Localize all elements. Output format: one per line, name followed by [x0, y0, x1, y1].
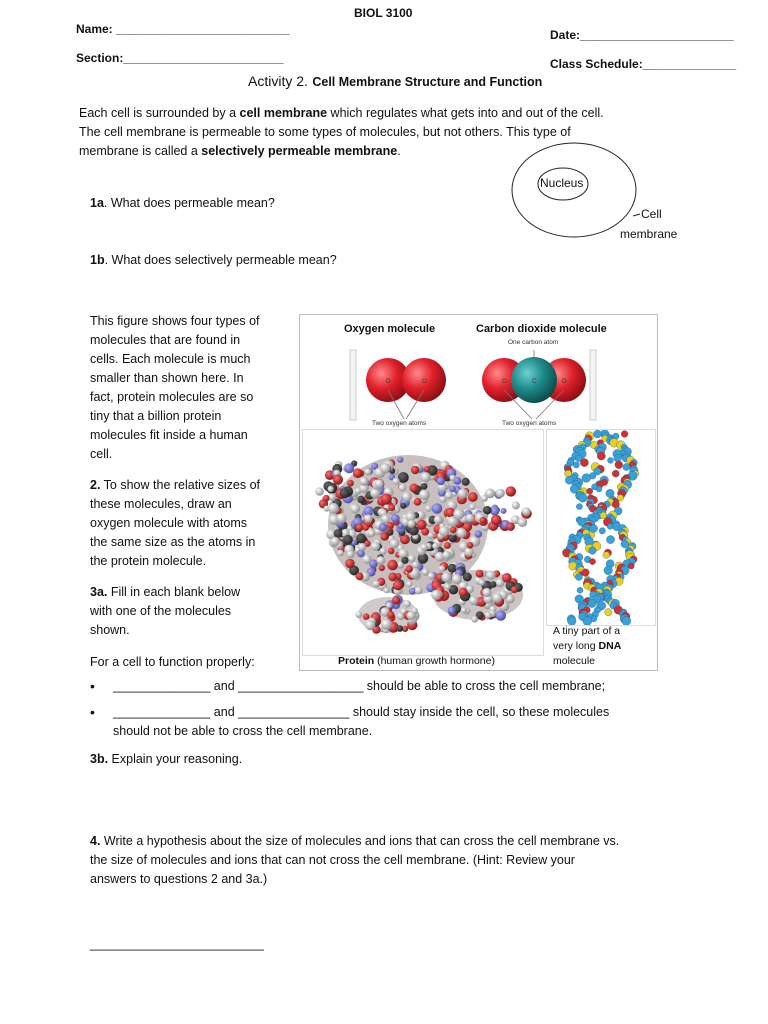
- protein-atom: [471, 616, 478, 623]
- dna-atom: [594, 430, 602, 438]
- protein-atom: [391, 514, 400, 523]
- protein-atom: [512, 501, 520, 509]
- protein-atom: [434, 515, 443, 524]
- protein-atom: [381, 514, 390, 523]
- protein-atom: [345, 559, 355, 569]
- blank-2a: ______________: [113, 705, 211, 719]
- dna-atom: [582, 569, 590, 577]
- dna-atom: [615, 461, 623, 469]
- fig-desc-line: This figure shows four types of: [90, 314, 260, 328]
- protein-atom: [414, 498, 422, 506]
- q1b-text: . What does selectively permeable mean?: [104, 253, 337, 267]
- dna-molecule-image: [547, 430, 655, 625]
- protein-atom: [397, 625, 404, 632]
- protein-atom: [373, 580, 380, 587]
- title-prefix: Activity 2.: [248, 73, 308, 89]
- protein-atom: [347, 480, 354, 487]
- fig-desc-line: cells. Each molecule is much: [90, 352, 251, 366]
- protein-atom: [466, 514, 474, 522]
- protein-atom: [380, 463, 390, 473]
- protein-atom: [365, 468, 372, 475]
- dna-atom: [608, 457, 614, 463]
- protein-atom: [439, 565, 446, 572]
- protein-atom: [464, 547, 473, 556]
- one-carbon-label: One carbon atom: [508, 339, 559, 346]
- protein-atom: [347, 550, 355, 558]
- intro-text: which regulates what gets into and out of the cell.: [327, 106, 604, 120]
- protein-atom: [392, 478, 399, 485]
- protein-atom: [461, 607, 468, 614]
- protein-atom: [371, 542, 380, 551]
- protein-atoms: [315, 457, 532, 634]
- protein-atom: [337, 513, 347, 523]
- dna-atom: [588, 599, 596, 607]
- figure-description: [90, 312, 290, 464]
- dna-caption: [553, 624, 621, 669]
- protein-atom: [412, 561, 419, 568]
- bullet-2-text: should stay inside the cell, so these molecules: [349, 705, 610, 719]
- protein-atom: [379, 565, 385, 571]
- protein-atom: [482, 588, 491, 597]
- protein-atom: [406, 565, 413, 572]
- dna-atom: [589, 547, 597, 555]
- protein-atom: [445, 584, 451, 590]
- protein-atom: [358, 543, 366, 551]
- protein-atom: [363, 524, 369, 530]
- protein-atom: [475, 530, 483, 538]
- protein-atom: [406, 581, 413, 588]
- atom-label-o: O: [562, 379, 567, 385]
- protein-atom: [467, 542, 474, 549]
- bracket-right: [590, 350, 596, 420]
- protein-atom: [492, 593, 502, 603]
- dna-atom: [614, 454, 622, 462]
- protein-atom: [469, 504, 475, 510]
- dna-atom: [573, 462, 579, 468]
- protein-atom: [401, 557, 408, 564]
- question-3a: [90, 583, 290, 640]
- protein-atom: [334, 529, 343, 538]
- and-word: and: [210, 705, 239, 719]
- protein-atom: [350, 504, 360, 514]
- protein-atom: [340, 488, 350, 498]
- date-label: Date:: [550, 28, 581, 42]
- protein-atom: [511, 586, 518, 593]
- protein-atom: [400, 503, 406, 509]
- bullet-dot: •: [90, 678, 95, 694]
- protein-atom: [411, 466, 419, 474]
- dna-panel: [546, 429, 656, 626]
- protein-atom: [388, 548, 395, 555]
- dna-atom: [623, 463, 630, 470]
- protein-atom: [439, 526, 450, 537]
- q3a-line: Fill in each blank below: [107, 585, 241, 599]
- atom-label-o: O: [502, 379, 507, 385]
- name-label: Name:: [76, 22, 117, 36]
- dna-atom: [607, 523, 613, 529]
- q3b-number: 3b.: [90, 752, 109, 766]
- q2-line: oxygen molecule with atoms: [90, 516, 248, 530]
- protein-atom: [375, 479, 384, 488]
- bracket-left: [350, 350, 356, 420]
- protein-atom: [399, 484, 407, 492]
- protein-atom: [456, 528, 466, 538]
- protein-atom: [415, 587, 423, 595]
- blank-1a: ______________: [113, 679, 211, 693]
- protein-atom: [389, 504, 396, 511]
- question-2: [90, 476, 290, 571]
- protein-atom: [337, 550, 344, 557]
- protein-atom: [408, 555, 416, 563]
- protein-atom: [392, 596, 400, 604]
- dna-atom: [575, 574, 582, 581]
- molecule-figure: [299, 314, 658, 671]
- protein-atom: [343, 535, 353, 545]
- q2-line: To show the relative sizes of: [100, 478, 261, 492]
- dna-caption-line: molecule: [553, 655, 596, 667]
- protein-atom: [407, 611, 416, 620]
- q4-number: 4.: [90, 834, 101, 848]
- protein-atom: [355, 611, 362, 618]
- protein-atom: [453, 509, 464, 520]
- protein-atom: [501, 508, 507, 514]
- name-field: [76, 22, 290, 36]
- protein-atom: [445, 492, 453, 500]
- q2-line: these molecules, draw an: [90, 497, 232, 511]
- protein-atom: [333, 475, 343, 485]
- protein-atom: [360, 477, 369, 486]
- protein-atom: [459, 588, 468, 597]
- protein-atom: [428, 572, 435, 579]
- protein-atom: [431, 590, 441, 600]
- protein-atom: [490, 581, 497, 588]
- protein-atom: [328, 493, 336, 501]
- protein-caption: [338, 654, 495, 669]
- protein-atom: [518, 517, 528, 527]
- dna-atom: [578, 493, 587, 502]
- protein-atom: [409, 484, 418, 493]
- fig-desc-line: smaller than shown here. In: [90, 371, 244, 385]
- protein-atom: [479, 579, 485, 585]
- membrane-label-2: membrane: [620, 227, 678, 241]
- protein-atom: [522, 507, 530, 515]
- fig-desc-line: molecules that are found in: [90, 333, 241, 347]
- protein-atom: [381, 533, 388, 540]
- protein-atom: [386, 602, 392, 608]
- dna-atom: [589, 559, 595, 565]
- nucleus-label: Nucleus: [540, 176, 584, 190]
- protein-atom: [357, 496, 364, 503]
- dna-caption-line: very long: [553, 640, 599, 652]
- protein-caption-rest: (human growth hormone): [374, 655, 495, 667]
- protein-atom: [402, 492, 412, 502]
- q4-line: the size of molecules and ions that can not cross the cell membrane. (Hint: Review your: [90, 853, 575, 867]
- title-main: Cell Membrane Structure and Function: [312, 75, 543, 89]
- protein-atom: [421, 483, 428, 490]
- protein-atom: [328, 503, 339, 514]
- dna-caption-line: A tiny part of a: [553, 625, 621, 637]
- dna-atom: [604, 566, 613, 575]
- and-word: and: [210, 679, 239, 693]
- protein-atom: [442, 551, 451, 560]
- dna-atom: [597, 452, 605, 460]
- dna-atom: [599, 528, 605, 534]
- dna-atom: [590, 525, 598, 533]
- dna-atom: [577, 587, 583, 593]
- small-molecules-drawing: [300, 345, 657, 435]
- dna-atom: [587, 488, 593, 494]
- protein-atom: [404, 600, 411, 607]
- fig-desc-line: cell.: [90, 447, 113, 461]
- dna-atom: [612, 470, 619, 477]
- protein-atom: [452, 574, 462, 584]
- date-blank: _______________________: [580, 28, 734, 42]
- q2-line: the same size as the atoms in: [90, 535, 256, 549]
- protein-atom: [353, 468, 363, 478]
- protein-atom: [425, 505, 432, 512]
- dna-atom: [576, 504, 582, 510]
- dna-atom: [603, 552, 610, 559]
- dna-atom: [621, 431, 628, 438]
- fig-desc-line: molecules fit inside a human: [90, 428, 248, 442]
- protein-atom: [363, 555, 372, 564]
- protein-atom: [420, 472, 430, 482]
- protein-atom: [450, 527, 457, 534]
- protein-atom: [462, 478, 470, 486]
- answer-blank: _________________________: [90, 937, 264, 951]
- protein-atom: [356, 573, 364, 581]
- label-pointer: [633, 214, 640, 216]
- date-field: [550, 28, 734, 42]
- q4-line: Write a hypothesis about the size of molecules and ions that can cross the cell membrane vs.: [100, 834, 620, 848]
- protein-atom: [449, 486, 456, 493]
- protein-atom: [356, 533, 366, 543]
- protein-atom: [486, 571, 495, 580]
- intro-text: Each cell is surrounded by a: [79, 106, 240, 120]
- section-field: [76, 51, 284, 65]
- co2-title: Carbon dioxide molecule: [476, 323, 607, 335]
- protein-atom: [424, 466, 430, 472]
- oxygen-title: Oxygen molecule: [344, 323, 436, 335]
- q2-line: the protein molecule.: [90, 554, 207, 568]
- function-line: For a cell to function properly:: [90, 655, 255, 669]
- atom-label-c: C: [532, 379, 537, 385]
- bullet-2: [90, 703, 710, 741]
- protein-atom: [363, 613, 370, 620]
- schedule-blank: ______________: [642, 57, 737, 71]
- protein-atom: [449, 475, 455, 481]
- protein-atom: [364, 514, 372, 522]
- course-code: BIOL 3100: [354, 6, 413, 20]
- dna-atom: [622, 617, 631, 626]
- dna-atom: [600, 512, 607, 519]
- q3a-number: 3a.: [90, 585, 108, 599]
- q1a-text: . What does permeable mean?: [103, 196, 275, 210]
- protein-molecule-image: [303, 430, 543, 655]
- protein-atom: [408, 520, 416, 528]
- q4-line: answers to questions 2 and 3a.): [90, 872, 268, 886]
- protein-atom: [496, 610, 507, 621]
- protein-atom: [441, 572, 451, 582]
- blank-1b: __________________: [238, 679, 364, 693]
- cell-membrane-outline: [512, 143, 636, 237]
- protein-atom: [444, 542, 451, 549]
- q2-number: 2.: [90, 478, 101, 492]
- schedule-field: [550, 57, 736, 71]
- dna-atom: [621, 540, 629, 548]
- q3a-line: shown.: [90, 623, 130, 637]
- protein-atom: [506, 486, 516, 496]
- question-1b: [90, 253, 337, 267]
- protein-atom: [376, 556, 385, 565]
- protein-atom: [448, 607, 456, 615]
- protein-panel: [302, 429, 544, 656]
- two-oxygen-label-1: Two oxygen atoms: [372, 420, 427, 427]
- dna-atom: [582, 474, 591, 483]
- protein-atom: [476, 570, 484, 578]
- two-oxygen-label-2: Two oxygen atoms: [502, 420, 557, 427]
- dna-atom: [628, 563, 634, 569]
- bullet-1-text: should be able to cross the cell membrane;: [363, 679, 606, 693]
- protein-atom: [458, 489, 468, 499]
- dna-helix: [562, 430, 638, 625]
- atom-label-o: O: [422, 379, 427, 385]
- protein-atom: [379, 523, 387, 531]
- question-3b: [90, 752, 242, 766]
- protein-atom: [485, 488, 495, 498]
- bullet-1: [90, 677, 710, 696]
- intro-text: membrane is called a: [79, 144, 202, 158]
- protein-atom: [432, 543, 439, 550]
- protein-atom: [388, 573, 397, 582]
- protein-atom: [365, 620, 375, 630]
- dna-atom: [605, 609, 612, 616]
- bullet-2-continuation: should not be able to cross the cell membrane.: [113, 724, 373, 738]
- intro-term-selective: selectively permeable membrane: [201, 144, 398, 158]
- protein-atom: [356, 524, 364, 532]
- protein-atom: [380, 548, 387, 555]
- q1a-number: 1a: [90, 196, 104, 210]
- protein-atom: [397, 457, 403, 463]
- protein-atom: [384, 587, 390, 593]
- protein-atom: [483, 506, 492, 515]
- page-title: [248, 73, 542, 91]
- name-blank: __________________________: [116, 22, 290, 36]
- protein-atom: [386, 529, 393, 536]
- question-4: [90, 832, 710, 889]
- protein-atom: [387, 560, 398, 571]
- protein-atom: [469, 596, 478, 605]
- protein-atom: [387, 611, 394, 618]
- protein-atom: [485, 612, 492, 619]
- schedule-label: Class Schedule:: [550, 57, 643, 71]
- question-1a: [90, 196, 275, 210]
- q1b-number: 1b: [90, 253, 105, 267]
- protein-atom: [381, 494, 392, 505]
- protein-atom: [323, 495, 330, 502]
- protein-atom: [468, 492, 478, 502]
- dna-atom: [596, 486, 602, 492]
- dna-atom: [606, 536, 614, 544]
- protein-atom: [496, 489, 505, 498]
- dna-atom: [565, 470, 572, 477]
- protein-atom: [432, 503, 443, 514]
- protein-caption-bold: Protein: [338, 655, 375, 667]
- dna-caption-bold: DNA: [598, 640, 622, 652]
- fig-desc-line: tiny that a billion protein: [90, 409, 222, 423]
- protein-atom: [393, 580, 403, 590]
- protein-atom: [381, 619, 392, 630]
- protein-atom: [480, 517, 487, 524]
- protein-atom: [437, 477, 445, 485]
- protein-atom: [448, 564, 457, 573]
- protein-atom: [331, 537, 340, 546]
- protein-atom: [315, 487, 324, 496]
- q3b-text: Explain your reasoning.: [108, 752, 243, 766]
- intro-term-cell-membrane: cell membrane: [239, 106, 328, 120]
- membrane-label-1: Cell: [641, 207, 662, 221]
- section-blank: ________________________: [123, 51, 284, 65]
- protein-atom: [368, 530, 375, 537]
- intro-text: .: [397, 144, 401, 158]
- protein-atom: [417, 520, 427, 530]
- protein-atom: [420, 543, 428, 551]
- protein-atom: [506, 522, 515, 531]
- protein-atom: [463, 573, 472, 582]
- protein-atom: [328, 486, 334, 492]
- q3a-line: with one of the molecules: [90, 604, 232, 618]
- intro-text: The cell membrane is permeable to some types of molecules, but not others. This type of: [79, 125, 571, 139]
- protein-atom: [344, 463, 354, 473]
- section-label: Section:: [76, 51, 124, 65]
- dna-atom: [580, 459, 588, 467]
- protein-atom: [419, 489, 430, 500]
- fig-desc-line: fact, protein molecules are so: [90, 390, 254, 404]
- bullet-dot: •: [90, 704, 95, 720]
- protein-atom: [491, 515, 502, 526]
- atom-label-o: O: [386, 379, 391, 385]
- blank-2b: ________________: [238, 705, 350, 719]
